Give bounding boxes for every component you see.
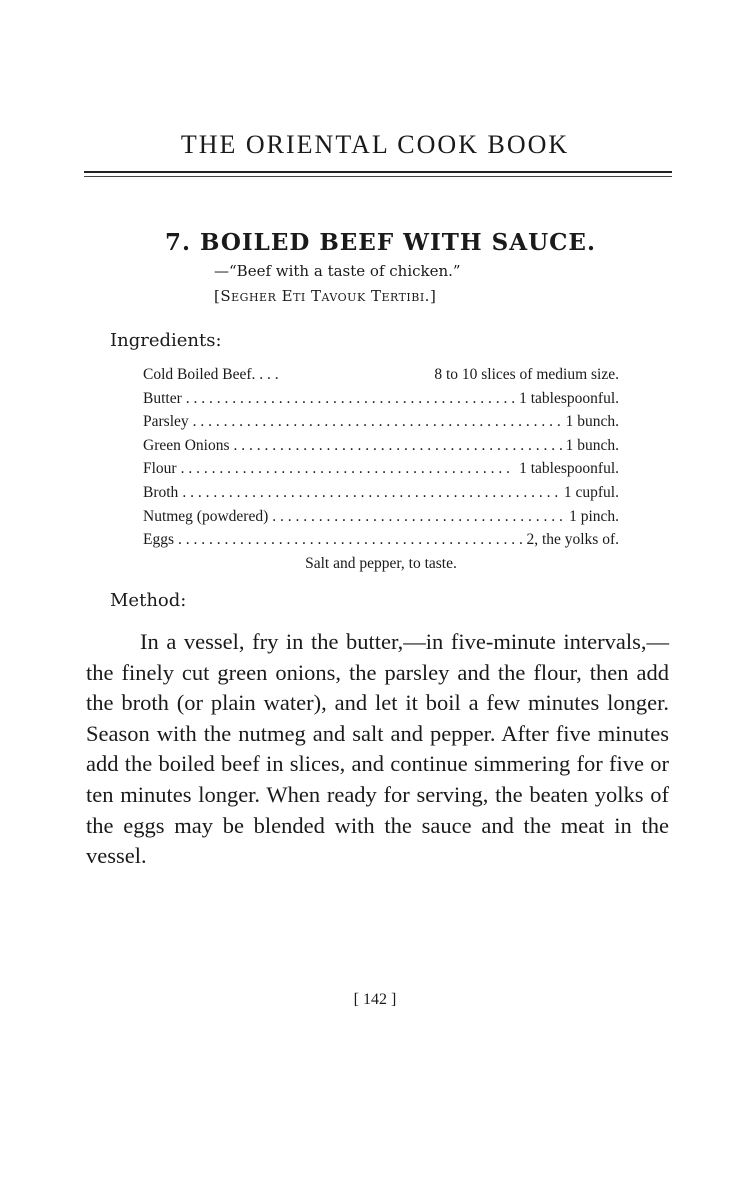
recipe-title: 7. BOILED BEEF WITH SAUCE. (165, 229, 596, 256)
recipe-subtitle: —“Beef with a taste of chicken.” (214, 262, 461, 280)
ingredient-quantity: 1 cupful. (563, 483, 619, 501)
ingredient-row (143, 484, 619, 508)
ingredient-quantity: 1 tablespoonful. (519, 389, 619, 407)
method-paragraph: In a vessel, fry in the butter,—in five-minute intervals,—the finely cut green onions, the parsley and the flour, then add the broth (or plain water), and let it boil a few minutes longer. Season with the nutmeg and salt and pepper. After five minutes add the boiled beef in slices, and continue simmering for five or ten minutes longer. When ready for serving, the beaten yolks of the eggs may be blended with the sauce and the meat in the vessel. (86, 629, 669, 869)
ingredient-quantity: 8 to 10 slices of medium size. (434, 366, 619, 383)
ingredient-row (143, 366, 619, 390)
leader-dots (193, 413, 562, 431)
method-heading: Method: (110, 590, 187, 611)
leader-dots (186, 390, 515, 408)
ingredient-row (143, 531, 619, 555)
ingredient-name: Cold Boiled Beef. . . . (143, 366, 279, 383)
ingredient-quantity: 1 bunch. (565, 436, 619, 454)
running-head: THE ORIENTAL COOK BOOK (180, 130, 570, 159)
ingredient-name: Green Onions (143, 436, 230, 454)
leader-dots (178, 531, 522, 549)
ingredient-quantity: 1 bunch. (565, 413, 619, 431)
ingredient-quantity: 2, the yolks of. (526, 531, 619, 549)
ingredient-row (143, 390, 619, 414)
ingredient-name: Broth (143, 483, 179, 501)
header-rule-thick (84, 171, 672, 173)
leader-dots (272, 508, 565, 526)
header-rule-thin (84, 176, 672, 177)
page-number: [ 142 ] (353, 991, 397, 1008)
ingredient-name: Parsley (143, 413, 189, 431)
ingredient-row (143, 413, 619, 437)
ingredient-quantity: 1 pinch. (569, 507, 619, 525)
ingredients-list (143, 366, 619, 573)
ingredient-name: Nutmeg (powdered) (143, 507, 269, 525)
ingredient-name: Flour (143, 460, 177, 478)
leader-dots (234, 437, 562, 455)
recipe-turkish-name: [Segher Eti Tavouk Tertibi.] (214, 287, 437, 305)
ingredient-row (143, 437, 619, 461)
ingredient-name: Eggs (143, 531, 174, 549)
ingredient-row (143, 508, 619, 532)
ingredient-row (143, 460, 619, 484)
ingredient-name: Butter (143, 389, 182, 407)
ingredient-quantity: 1 tablespoonful. (519, 460, 619, 478)
ingredient-note: Salt and pepper, to taste. (305, 554, 457, 572)
leader-dots (181, 460, 516, 478)
leader-dots (182, 484, 560, 502)
ingredients-heading: Ingredients: (110, 330, 222, 351)
